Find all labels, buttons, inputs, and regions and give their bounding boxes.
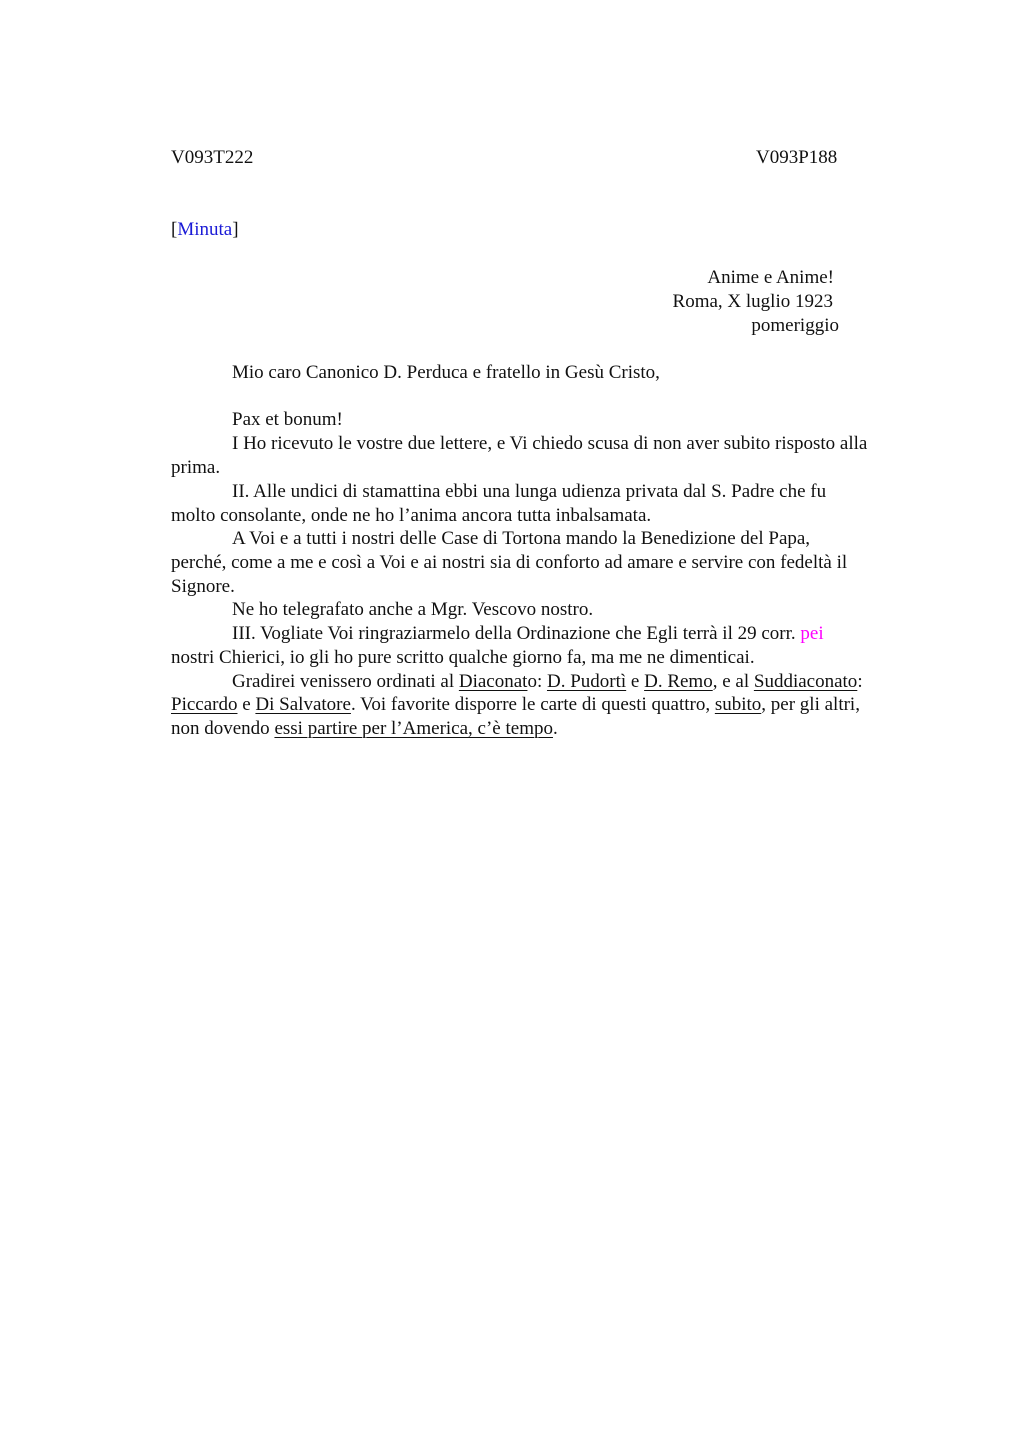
document-code-right: V093P188 [756,147,838,168]
paragraph-2-line-2: molto consolante, onde ne ho l’anima ancora tutta inbalsamata. [171,505,652,526]
paragraph-6-line-2: Piccardo e Di Salvatore. Voi favorite disporre le carte di questi quattro, subito, per gli altri, [171,694,860,715]
paragraph-3-line-1: A Voi e a tutti i nostri delle Case di Tortona mando la Benedizione del Papa, [232,528,811,549]
underlined-subito: subito [714,694,762,715]
underlined-di-salvatore: Di Salvatore [255,694,351,715]
underlined-suddiaconato: Suddiaconato [753,671,858,692]
greeting-line: Pax et bonum! [232,409,343,430]
paragraph-2-line-1: II. Alle undici di stamattina ebbi una lunga udienza privata dal S. Padre che fu [232,481,827,502]
paragraph-1-line-2: prima. [171,457,221,478]
minuta-label: [Minuta] [171,219,239,240]
paragraph-5-line-1: III. Vogliate Voi ringraziarmelo della Ordinazione che Egli terrà il 29 corr. pei [232,623,824,644]
salutation: Mio caro Canonico D. Perduca e fratello in Gesù Cristo, [232,362,660,383]
paragraph-4-line-1: Ne ho telegrafato anche a Mgr. Vescovo nostro. [232,599,594,620]
underlined-america-phrase: essi partire per l’America, c’è tempo [274,718,553,739]
paragraph-3-line-2: perché, come a me e così a Voi e ai nostri sia di conforto ad amare e servire con fedeltà il [171,552,848,573]
underlined-piccardo: Piccardo [171,694,238,715]
underlined-pudorti: D. Pudortì [546,671,627,692]
paragraph-6-line-1: Gradirei venissero ordinati al Diaconato: D. Pudortì e D. Remo, e al Suddiaconato: [232,671,863,692]
paragraph-5-line-2: nostri Chierici, io gli ho pure scritto qualche giorno fa, ma me ne dimenticai. [171,647,755,668]
paragraph-6-line-3: non dovendo essi partire per l’America, c’è tempo. [171,718,558,739]
document-code-left: V093T222 [171,147,254,168]
paragraph-3-line-3: Signore. [171,576,235,597]
underlined-diaconato: Diaconat [458,671,528,692]
dateline-time: pomeriggio [751,315,839,336]
underlined-remo: D. Remo [644,671,713,692]
dateline-place-date: Roma, X luglio 1923 [672,291,833,312]
highlighted-word: pei [800,623,824,644]
dateline-exclamation: Anime e Anime! [707,267,834,288]
paragraph-1-line-1: I Ho ricevuto le vostre due lettere, e Vi chiedo scusa di non aver subito risposto alla [232,433,868,454]
